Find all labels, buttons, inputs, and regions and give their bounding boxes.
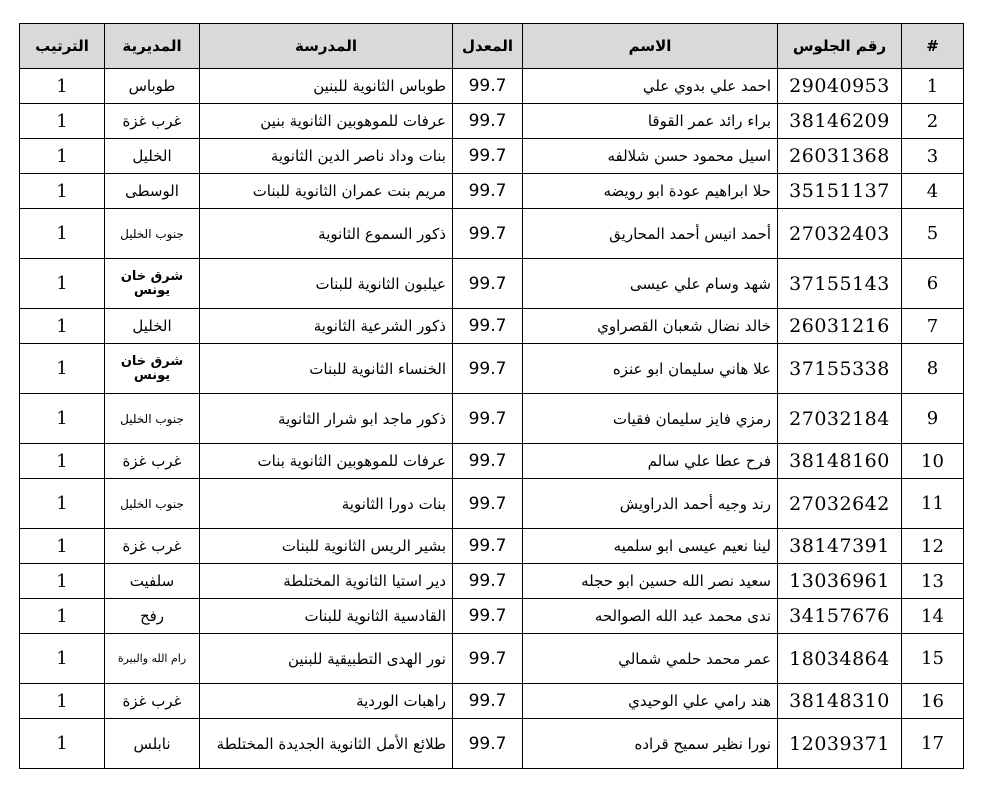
directorate: غرب غزة xyxy=(105,104,200,139)
directorate: نابلس xyxy=(105,719,200,769)
table-row xyxy=(20,599,964,634)
student-name: أحمد انيس أحمد المحاريق xyxy=(523,209,778,259)
school-name: ذكور الشرعية الثانوية xyxy=(200,309,453,344)
rank: 1 xyxy=(20,599,105,634)
rank: 1 xyxy=(20,259,105,309)
directorate: غرب غزة xyxy=(105,684,200,719)
results-table xyxy=(19,23,964,769)
student-name: رند وجيه أحمد الدراويش xyxy=(523,479,778,529)
row-number: 11 xyxy=(902,479,964,529)
student-name: رمزي فايز سليمان فقيات xyxy=(523,394,778,444)
table-row xyxy=(20,104,964,139)
student-name: ندى محمد عبد الله الصوالحه xyxy=(523,599,778,634)
row-number: 17 xyxy=(902,719,964,769)
table-row xyxy=(20,259,964,309)
rank: 1 xyxy=(20,209,105,259)
student-name: سعيد نصر الله حسين ابو حجله xyxy=(523,564,778,599)
average: 99.7 xyxy=(453,69,523,104)
table-row xyxy=(20,564,964,599)
row-number: 16 xyxy=(902,684,964,719)
rank: 1 xyxy=(20,174,105,209)
average: 99.7 xyxy=(453,139,523,174)
school-name: الخنساء الثانوية للبنات xyxy=(200,344,453,394)
rank: 1 xyxy=(20,479,105,529)
table-row xyxy=(20,394,964,444)
table-row xyxy=(20,529,964,564)
header-directorate: المديرية xyxy=(105,24,200,69)
student-name: شهد وسام علي عيسى xyxy=(523,259,778,309)
average: 99.7 xyxy=(453,634,523,684)
row-number: 3 xyxy=(902,139,964,174)
directorate: رفح xyxy=(105,599,200,634)
row-number: 9 xyxy=(902,394,964,444)
table-row xyxy=(20,684,964,719)
school-name: مريم بنت عمران الثانوية للبنات xyxy=(200,174,453,209)
average: 99.7 xyxy=(453,444,523,479)
student-name: فرح عطا علي سالم xyxy=(523,444,778,479)
average: 99.7 xyxy=(453,394,523,444)
school-name: طلائع الأمل الثانوية الجديدة المختلطة xyxy=(200,719,453,769)
row-number: 8 xyxy=(902,344,964,394)
student-name: حلا ابراهيم عودة ابو رويضه xyxy=(523,174,778,209)
table-row xyxy=(20,174,964,209)
average: 99.7 xyxy=(453,719,523,769)
header-rank: الترتيب xyxy=(20,24,105,69)
directorate: سلفيت xyxy=(105,564,200,599)
row-number: 7 xyxy=(902,309,964,344)
header-row xyxy=(20,24,964,69)
school-name: ذكور السموع الثانوية xyxy=(200,209,453,259)
seat-number: 27032184 xyxy=(778,394,902,444)
seat-number: 29040953 xyxy=(778,69,902,104)
directorate: شرق خان يونس xyxy=(105,344,200,394)
row-number: 2 xyxy=(902,104,964,139)
seat-number: 26031368 xyxy=(778,139,902,174)
row-number: 12 xyxy=(902,529,964,564)
header-school: المدرسة xyxy=(200,24,453,69)
school-name: بشير الريس الثانوية للبنات xyxy=(200,529,453,564)
student-name: براء رائد عمر القوقا xyxy=(523,104,778,139)
rank: 1 xyxy=(20,309,105,344)
school-name: عيلبون الثانوية للبنات xyxy=(200,259,453,309)
seat-number: 18034864 xyxy=(778,634,902,684)
school-name: عرفات للموهوبين الثانوية بنين xyxy=(200,104,453,139)
row-number: 15 xyxy=(902,634,964,684)
seat-number: 12039371 xyxy=(778,719,902,769)
school-name: ذكور ماجد ابو شرار الثانوية xyxy=(200,394,453,444)
average: 99.7 xyxy=(453,479,523,529)
student-name: خالد نضال شعبان القصراوي xyxy=(523,309,778,344)
row-number: 5 xyxy=(902,209,964,259)
directorate: غرب غزة xyxy=(105,444,200,479)
directorate: جنوب الخليل xyxy=(105,394,200,444)
seat-number: 37155338 xyxy=(778,344,902,394)
header-seat-number: رقم الجلوس xyxy=(778,24,902,69)
student-name: هند رامي علي الوحيدي xyxy=(523,684,778,719)
average: 99.7 xyxy=(453,564,523,599)
average: 99.7 xyxy=(453,259,523,309)
school-name: راهبات الوردية xyxy=(200,684,453,719)
school-name: نور الهدى التطبيقية للبنين xyxy=(200,634,453,684)
average: 99.7 xyxy=(453,599,523,634)
row-number: 13 xyxy=(902,564,964,599)
school-name: عرفات للموهوبين الثانوية بنات xyxy=(200,444,453,479)
header-average: المعدل xyxy=(453,24,523,69)
student-name: علا هاني سليمان ابو عنزه xyxy=(523,344,778,394)
seat-number: 35151137 xyxy=(778,174,902,209)
directorate: جنوب الخليل xyxy=(105,479,200,529)
table-row xyxy=(20,69,964,104)
student-name: احمد علي بدوي علي xyxy=(523,69,778,104)
table-row xyxy=(20,479,964,529)
directorate: طوباس xyxy=(105,69,200,104)
average: 99.7 xyxy=(453,344,523,394)
header-num: # xyxy=(902,24,964,69)
rank: 1 xyxy=(20,344,105,394)
seat-number: 26031216 xyxy=(778,309,902,344)
directorate: شرق خان يونس xyxy=(105,259,200,309)
rank: 1 xyxy=(20,444,105,479)
directorate: الخليل xyxy=(105,139,200,174)
rank: 1 xyxy=(20,139,105,174)
rank: 1 xyxy=(20,69,105,104)
average: 99.7 xyxy=(453,104,523,139)
row-number: 10 xyxy=(902,444,964,479)
student-name: اسيل محمود حسن شلالفه xyxy=(523,139,778,174)
seat-number: 27032403 xyxy=(778,209,902,259)
student-name: عمر محمد حلمي شمالي xyxy=(523,634,778,684)
seat-number: 38146209 xyxy=(778,104,902,139)
rank: 1 xyxy=(20,684,105,719)
table-row xyxy=(20,719,964,769)
seat-number: 38148160 xyxy=(778,444,902,479)
school-name: القادسية الثانوية للبنات xyxy=(200,599,453,634)
directorate: غرب غزة xyxy=(105,529,200,564)
directorate: رام الله والبيرة xyxy=(105,634,200,684)
header-name: الاسم xyxy=(523,24,778,69)
table-row xyxy=(20,444,964,479)
directorate: الوسطى xyxy=(105,174,200,209)
directorate: جنوب الخليل xyxy=(105,209,200,259)
row-number: 6 xyxy=(902,259,964,309)
seat-number: 13036961 xyxy=(778,564,902,599)
rank: 1 xyxy=(20,564,105,599)
student-name: لينا نعيم عيسى ابو سلميه xyxy=(523,529,778,564)
average: 99.7 xyxy=(453,174,523,209)
seat-number: 27032642 xyxy=(778,479,902,529)
rank: 1 xyxy=(20,719,105,769)
average: 99.7 xyxy=(453,684,523,719)
seat-number: 34157676 xyxy=(778,599,902,634)
seat-number: 37155143 xyxy=(778,259,902,309)
average: 99.7 xyxy=(453,209,523,259)
student-name: نورا نظير سميح قراده xyxy=(523,719,778,769)
table-row xyxy=(20,344,964,394)
seat-number: 38148310 xyxy=(778,684,902,719)
rank: 1 xyxy=(20,634,105,684)
row-number: 1 xyxy=(902,69,964,104)
school-name: دير استيا الثانوية المختلطة xyxy=(200,564,453,599)
table-row xyxy=(20,309,964,344)
table-row xyxy=(20,634,964,684)
school-name: طوباس الثانوية للبنين xyxy=(200,69,453,104)
row-number: 4 xyxy=(902,174,964,209)
table-row xyxy=(20,209,964,259)
rank: 1 xyxy=(20,529,105,564)
school-name: بنات وداد ناصر الدين الثانوية xyxy=(200,139,453,174)
directorate: الخليل xyxy=(105,309,200,344)
average: 99.7 xyxy=(453,309,523,344)
table-row xyxy=(20,139,964,174)
school-name: بنات دورا الثانوية xyxy=(200,479,453,529)
seat-number: 38147391 xyxy=(778,529,902,564)
rank: 1 xyxy=(20,104,105,139)
rank: 1 xyxy=(20,394,105,444)
row-number: 14 xyxy=(902,599,964,634)
average: 99.7 xyxy=(453,529,523,564)
